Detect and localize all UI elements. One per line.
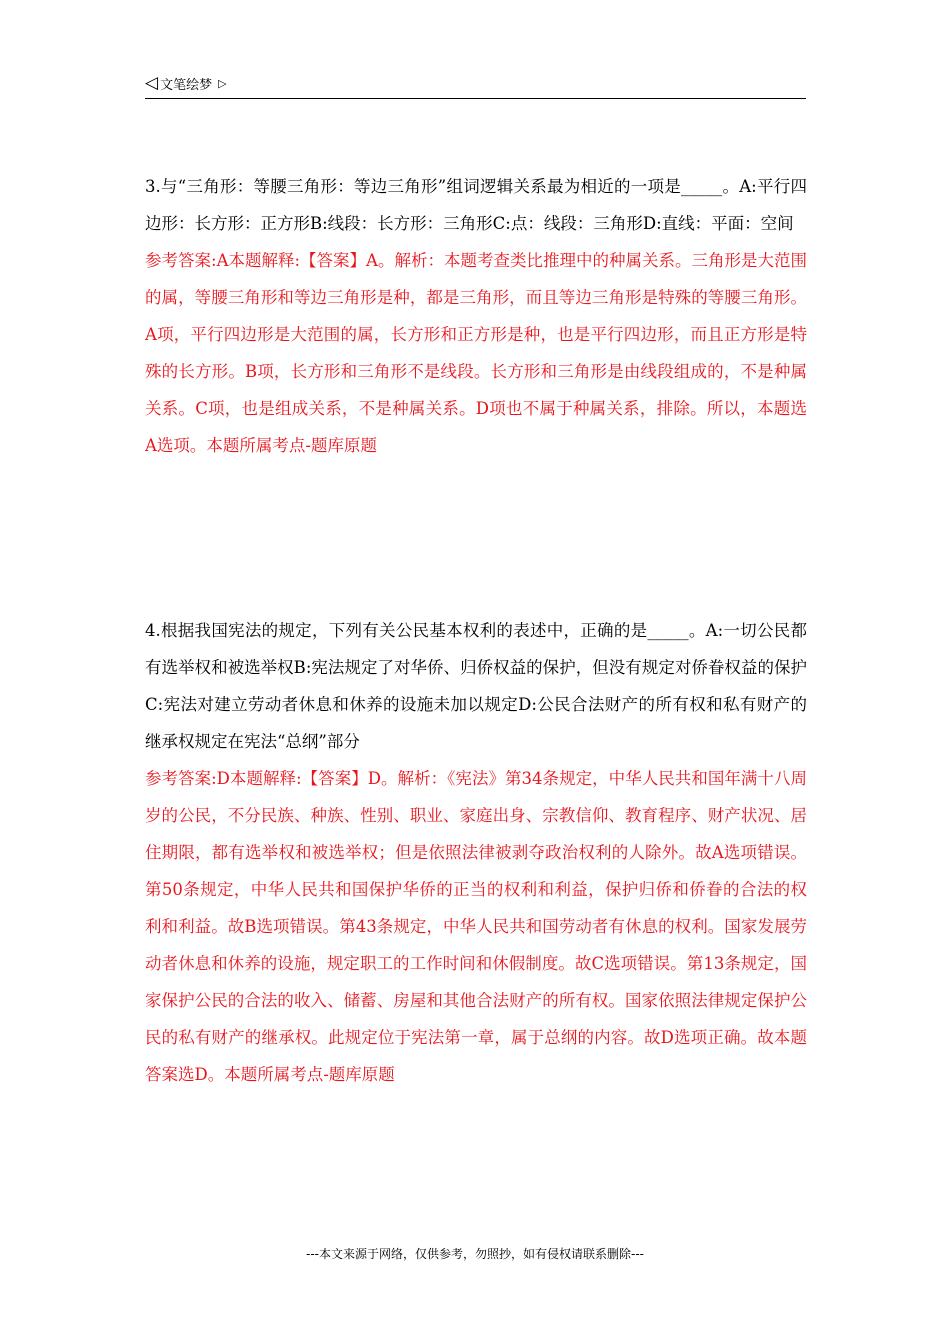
right-triangle-icon: ▷ [218, 77, 227, 90]
brand-name: 文笔绘梦 [160, 78, 213, 93]
question-4-answer: 参考答案:D本题解释:【答案】D。解析：《宪法》第34条规定，中华人民共和国年满十八周岁的公民，不分民族、种族、性别、职业、家庭出身、宗教信仰、教育程序、财产状况、居住期限，都有选举权和被选举权；但是依照法律被剥夺政治权利的人除外。故A选项错误。第50条规定，中华人民共和国保护华侨的正当的权利和利益，保护归侨和侨眷的合法的权利和利益。故B选项错误。第43条规定，中华人民共和国劳动者有休息的权利。国家发展劳动者休息和休养的设施，规定职工的工作时间和休假制度。故C选项错误。第13条规定，国家保护公民的合法的收入、储蓄、房屋和其他合法财产的所有权。国家依照法律规定保护公民的私有财产的继承权。此规定位于宪法第一章，属于总纲的内容。故D选项正确。故本题答案选D。本题所属考点-题库原题 [145, 769, 807, 1084]
question-4 [145, 612, 807, 1093]
footer-disclaimer: ---本文来源于网络，仅供参考，勿照抄，如有侵权请联系删除--- [306, 1247, 644, 1261]
question-3-answer: 参考答案:A本题解释:【答案】A。解析：本题考查类比推理中的种属关系。三角形是大范围的属，等腰三角形和等边三角形是种，都是三角形，而且等边三角形是特殊的等腰三角形。A项，平行四边形是大范围的属，长方形和正方形是种，也是平行四边形，而且正方形是特殊的长方形。B项，长方形和三角形不是线段。长方形和三角形是由线段组成的，不是种属关系。C项，也是组成关系，不是种属关系。D项也不属于种属关系，排除。所以，本题选A选项。本题所属考点-题库原题 [145, 251, 807, 455]
question-3 [145, 168, 807, 464]
question-4-text: 4.根据我国宪法的规定，下列有关公民基本权利的表述中，正确的是_____。A:一切公民都有选举权和被选举权B:宪法规定了对华侨、归侨权益的保护，但没有规定对侨眷权益的保护C:宪法对建立劳动者休息和休养的设施未加以规定D:公民合法财产的所有权和私有财产的继承权规定在宪法“总纲”部分 [145, 621, 807, 751]
question-3-text: 3.与“三角形：等腰三角形：等边三角形”组词逻辑关系最为相近的一项是_____。A:平行四边形：长方形：正方形B:线段：长方形：三角形C:点：线段：三角形D:直线：平面：空间 [145, 177, 807, 233]
left-triangle-icon: ◁ [145, 73, 159, 93]
page-header [145, 72, 806, 99]
brand-logo [145, 74, 227, 93]
